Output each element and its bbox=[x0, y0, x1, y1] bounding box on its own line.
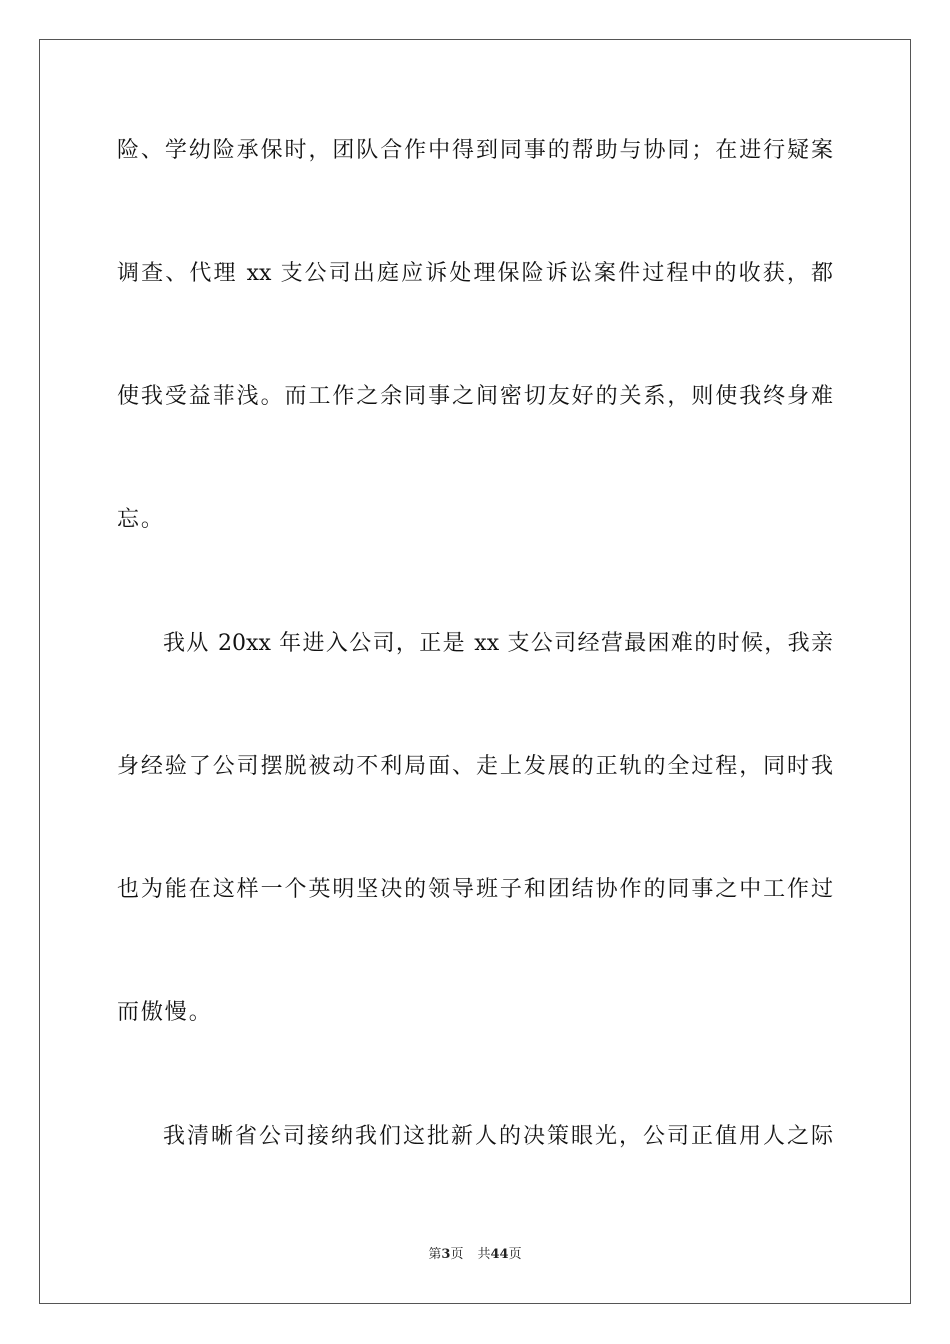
text-line: 而傲慢。 bbox=[117, 1000, 213, 1025]
total-prefix: 共 bbox=[477, 1247, 491, 1262]
text-line: 调查、代理 xx 支公司出庭应诉处理保险诉讼案件过程中的收获，都 bbox=[117, 261, 833, 286]
page-border bbox=[39, 39, 911, 1304]
page-number: 3 bbox=[441, 1247, 451, 1262]
total-pages: 44 bbox=[490, 1247, 509, 1262]
text-line: 身经验了公司摆脱被动不利局面、走上发展的正轨的全过程，同时我 bbox=[117, 754, 833, 779]
page-suffix: 页 bbox=[450, 1247, 464, 1262]
text-line: 忘。 bbox=[117, 507, 165, 532]
text-line: 我清晰省公司接纳我们这批新人的决策眼光，公司正值用人之际 bbox=[163, 1124, 833, 1149]
text-line: 险、学幼险承保时，团队合作中得到同事的帮助与协同；在进行疑案 bbox=[117, 138, 833, 163]
text-line: 我从 20xx 年进入公司，正是 xx 支公司经营最困难的时候，我亲 bbox=[163, 631, 833, 656]
total-suffix: 页 bbox=[508, 1247, 522, 1262]
text-line: 也为能在这样一个英明坚决的领导班子和团结协作的同事之中工作过 bbox=[117, 877, 833, 902]
page-footer bbox=[0, 1246, 950, 1264]
text-line: 使我受益菲浅。而工作之余同事之间密切友好的关系，则使我终身难 bbox=[117, 384, 833, 409]
page-prefix: 第 bbox=[428, 1247, 442, 1262]
